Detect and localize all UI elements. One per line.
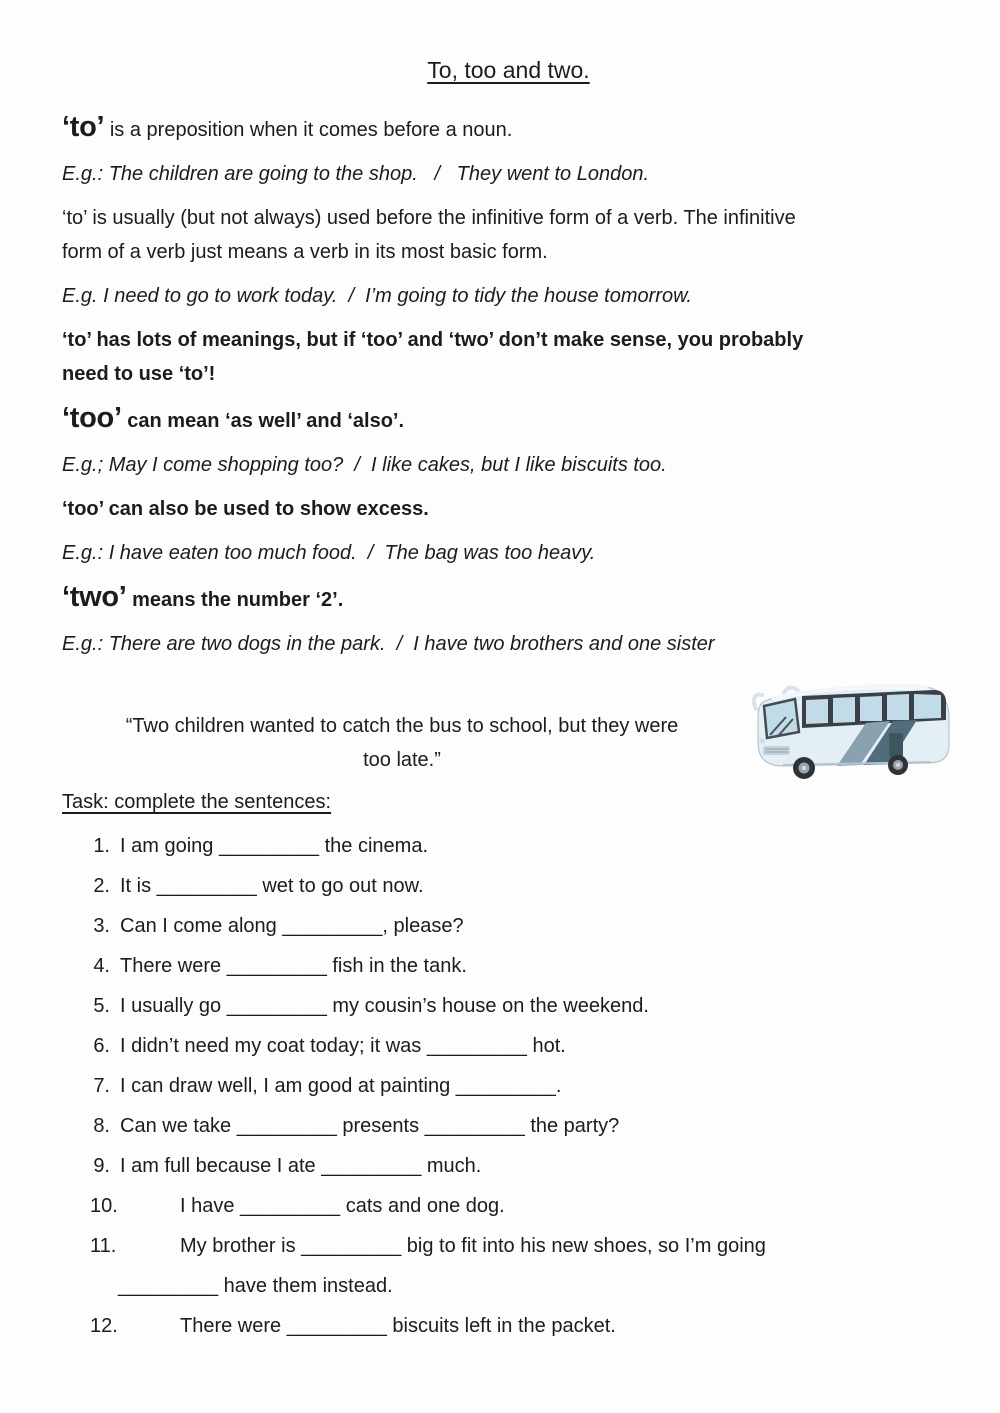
explanation-paragraph — [62, 492, 955, 526]
task-sentence-text: I can draw well, I am good at painting _________. — [120, 1075, 562, 1097]
intro-sections — [62, 110, 955, 661]
task-sentence-text: Can I come along _________, please? — [120, 915, 464, 937]
keyword-term: ‘two’ — [62, 581, 127, 613]
explanation-paragraph — [62, 201, 955, 269]
task-sentence-text: I usually go _________ my cousin’s house on the weekend. — [120, 995, 649, 1017]
task-sentence-text: I have _________ cats and one dog. — [180, 1195, 505, 1217]
task-sentence-text: I didn’t need my coat today; it was _________ hot. — [120, 1035, 566, 1057]
task-sentence-text: I am going _________ the cinema. — [120, 835, 428, 857]
task-sentence — [62, 1029, 955, 1063]
task-sentence-number: 3. — [93, 915, 110, 937]
task-sentence — [62, 1109, 955, 1143]
task-sentence — [62, 1149, 955, 1183]
task-sentence-text: My brother is _________ big to fit into his new shoes, so I’m going — [180, 1235, 766, 1257]
bus-quote-line-1: “Two children wanted to catch the bus to school, but they were — [125, 715, 679, 737]
task-sentence — [62, 989, 955, 1023]
task-sentence-number: 8. — [93, 1115, 110, 1137]
paragraph-line: need to use ‘to’! — [62, 363, 216, 385]
example-line — [62, 279, 955, 313]
bus-illustration — [748, 671, 955, 783]
task-sentence-text: I am full because I ate _________ much. — [120, 1155, 482, 1177]
example-line — [62, 536, 955, 570]
paragraph-text: E.g.: I have eaten too much food. / The bag was too heavy. — [62, 542, 596, 564]
task-sentence-number: 9. — [93, 1155, 110, 1177]
task-sentence-number: 6. — [93, 1035, 110, 1057]
paragraph-text: is a preposition when it comes before a noun. — [104, 119, 513, 141]
task-sentence-number: 11. — [90, 1235, 117, 1257]
explanation-paragraph — [62, 401, 955, 438]
paragraph-line: ‘too’ can also be used to show excess. — [62, 498, 429, 520]
task-sentence — [62, 829, 955, 863]
task-sentence-number: 7. — [93, 1075, 110, 1097]
task-sentence — [62, 1309, 955, 1343]
paragraph-text: E.g.: There are two dogs in the park. / I have two brothers and one sister — [62, 633, 715, 655]
task-sentence-continuation: _________ have them instead. — [118, 1275, 393, 1297]
bus-quote-line-2: too late.” — [363, 749, 441, 771]
task-sentence — [62, 869, 955, 903]
bus-quote — [62, 671, 742, 777]
task-sentence-number: 5. — [93, 995, 110, 1017]
quote-and-bus-row — [62, 671, 955, 783]
paragraph-text: E.g.: The children are going to the shop. / They went to London. — [62, 163, 650, 185]
task-sentence-number: 1. — [93, 835, 110, 857]
paragraph-line: ‘to’ has lots of meanings, but if ‘too’ and ‘two’ don’t make sense, you probably — [62, 329, 804, 351]
example-line — [62, 448, 955, 482]
task-sentence — [62, 949, 955, 983]
explanation-paragraph — [62, 323, 955, 391]
paragraph-text: E.g.; May I come shopping too? / I like cakes, but I like biscuits too. — [62, 454, 667, 476]
paragraph-text: can mean ‘as well’ and ‘also’. — [121, 410, 405, 432]
task-sentence-number: 12. — [90, 1315, 118, 1337]
task-sentence — [62, 909, 955, 943]
task-sentence-number: 10. — [90, 1195, 118, 1217]
task-sentence-number: 4. — [93, 955, 110, 977]
task-sentence — [62, 1229, 955, 1263]
task-list — [62, 829, 955, 1343]
paragraph-line: form of a verb just means a verb in its most basic form. — [62, 241, 548, 263]
page-title: To, too and two. — [427, 57, 590, 83]
task-heading: Task: complete the sentences: — [62, 791, 332, 813]
explanation-paragraph — [62, 110, 955, 147]
task-sentence-text: It is _________ wet to go out now. — [120, 875, 424, 897]
keyword-term: ‘to’ — [62, 111, 105, 143]
task-sentence — [62, 1069, 955, 1103]
task-sentence-text: Can we take _________ presents _________ the party? — [120, 1115, 620, 1137]
example-line — [62, 157, 955, 191]
paragraph-text: E.g. I need to go to work today. / I’m going to tidy the house tomorrow. — [62, 285, 692, 307]
explanation-paragraph — [62, 580, 955, 617]
task-sentence-text: There were _________ fish in the tank. — [120, 955, 467, 977]
task-sentence-number: 2. — [93, 875, 110, 897]
paragraph-line: ‘to’ is usually (but not always) used before the infinitive form of a verb. The infinitive — [62, 207, 796, 229]
keyword-term: ‘too’ — [62, 402, 122, 434]
example-line — [62, 627, 955, 661]
paragraph-text: means the number ‘2’. — [126, 589, 344, 611]
bus-icon — [748, 671, 955, 783]
task-sentence — [62, 1189, 955, 1223]
task-sentence-text: There were _________ biscuits left in the packet. — [180, 1315, 616, 1337]
